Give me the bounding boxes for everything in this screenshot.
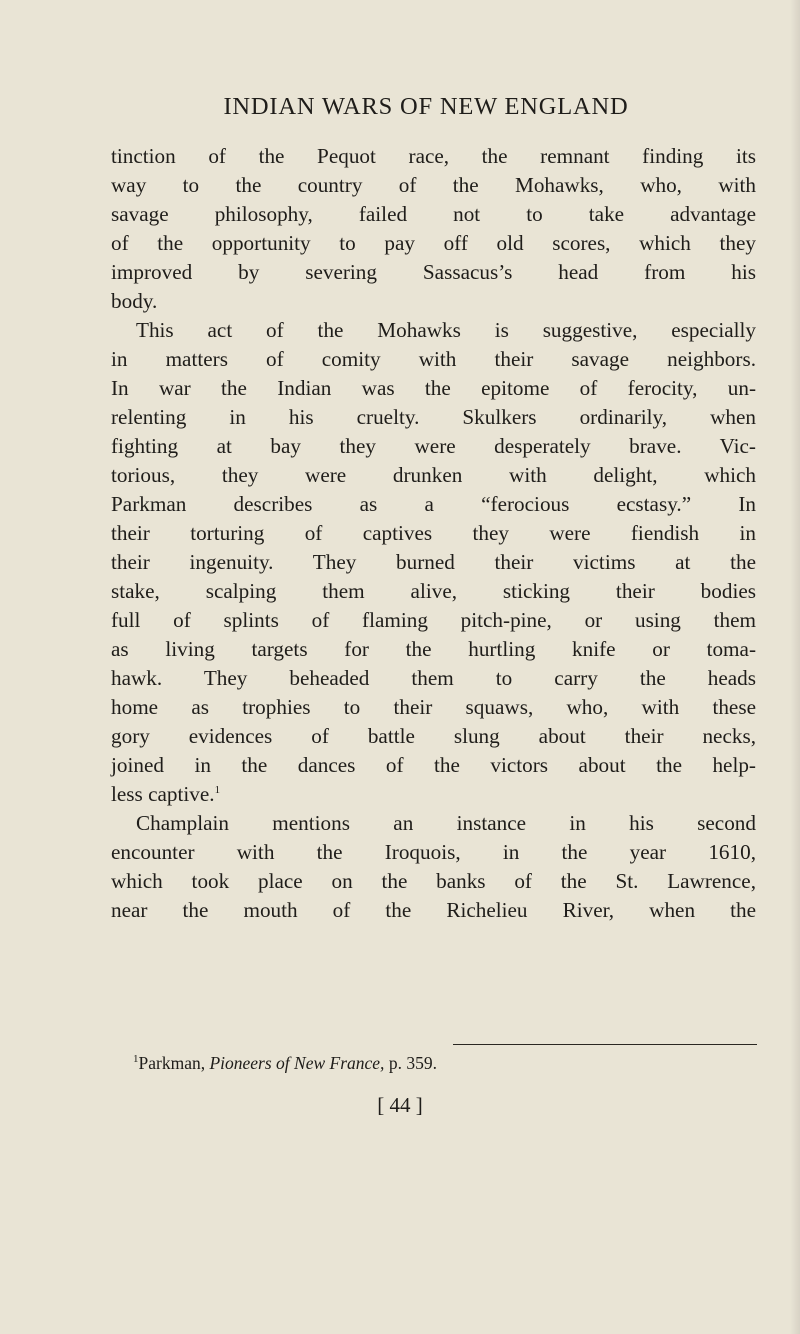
text-line: body. [111,289,158,313]
footnote-marker: 1 [133,1053,139,1066]
paragraph-start-line: Champlain mentions an instance in his second [136,811,756,835]
text-line: joined in the dances of the victors about the help- [111,753,756,777]
footnote [133,1050,758,1076]
footnote-page: p. 359. [388,1053,437,1073]
text-line: gory evidences of battle slung about their necks, [111,724,756,748]
text-line: savage philosophy, failed not to take advantage [111,202,756,226]
text-line: way to the country of the Mohawks, who, with [111,173,756,197]
text-line: home as trophies to their squaws, who, with these [111,695,756,719]
text-line: in matters of comity with their savage neighbors. [111,347,756,371]
text-line: torious, they were drunken with delight, which [111,463,756,487]
text-line: In war the Indian was the epitome of ferocity, un- [111,376,756,400]
footnote-reference: 1 [214,783,221,796]
text-line: as living targets for the hurtling knife or toma- [111,637,756,661]
footnote-title: Pioneers of New France, [209,1053,385,1073]
text-line: their ingenuity. They burned their victims at the [111,550,756,574]
page-number: [ 44 ] [377,1093,423,1117]
text-line [111,780,756,809]
text-line-content: less captive. [111,782,215,806]
text-line: relenting in his cruelty. Skulkers ordinarily, when [111,405,756,429]
page-edge-shadow [790,0,800,1334]
text-line: their torturing of captives they were fiendish in [111,521,756,545]
text-line: stake, scalping them alive, sticking their bodies [111,579,756,603]
text-line: which took place on the banks of the St. Lawrence, [111,869,756,893]
footnote-rule [453,1044,757,1045]
footnote-author: Parkman, [138,1053,206,1073]
text-line: of the opportunity to pay off old scores, which they [111,231,756,255]
text-line: improved by severing Sassacus’s head from his [111,260,756,284]
text-line: near the mouth of the Richelieu River, when the [111,898,756,922]
text-line: full of splints of flaming pitch-pine, or using them [111,608,756,632]
paragraph-start-line: This act of the Mohawks is suggestive, especially [136,318,756,342]
text-line: tinction of the Pequot race, the remnant finding its [111,144,756,168]
text-line: Parkman describes as a “ferocious ecstasy.” In [111,492,756,516]
text-line: fighting at bay they were desperately brave. Vic- [111,434,756,458]
body-text [111,142,756,925]
text-line: encounter with the Iroquois, in the year 1610, [111,840,756,864]
running-head: INDIAN WARS OF NEW ENGLAND [223,93,629,120]
text-line: hawk. They beheaded them to carry the heads [111,666,756,690]
